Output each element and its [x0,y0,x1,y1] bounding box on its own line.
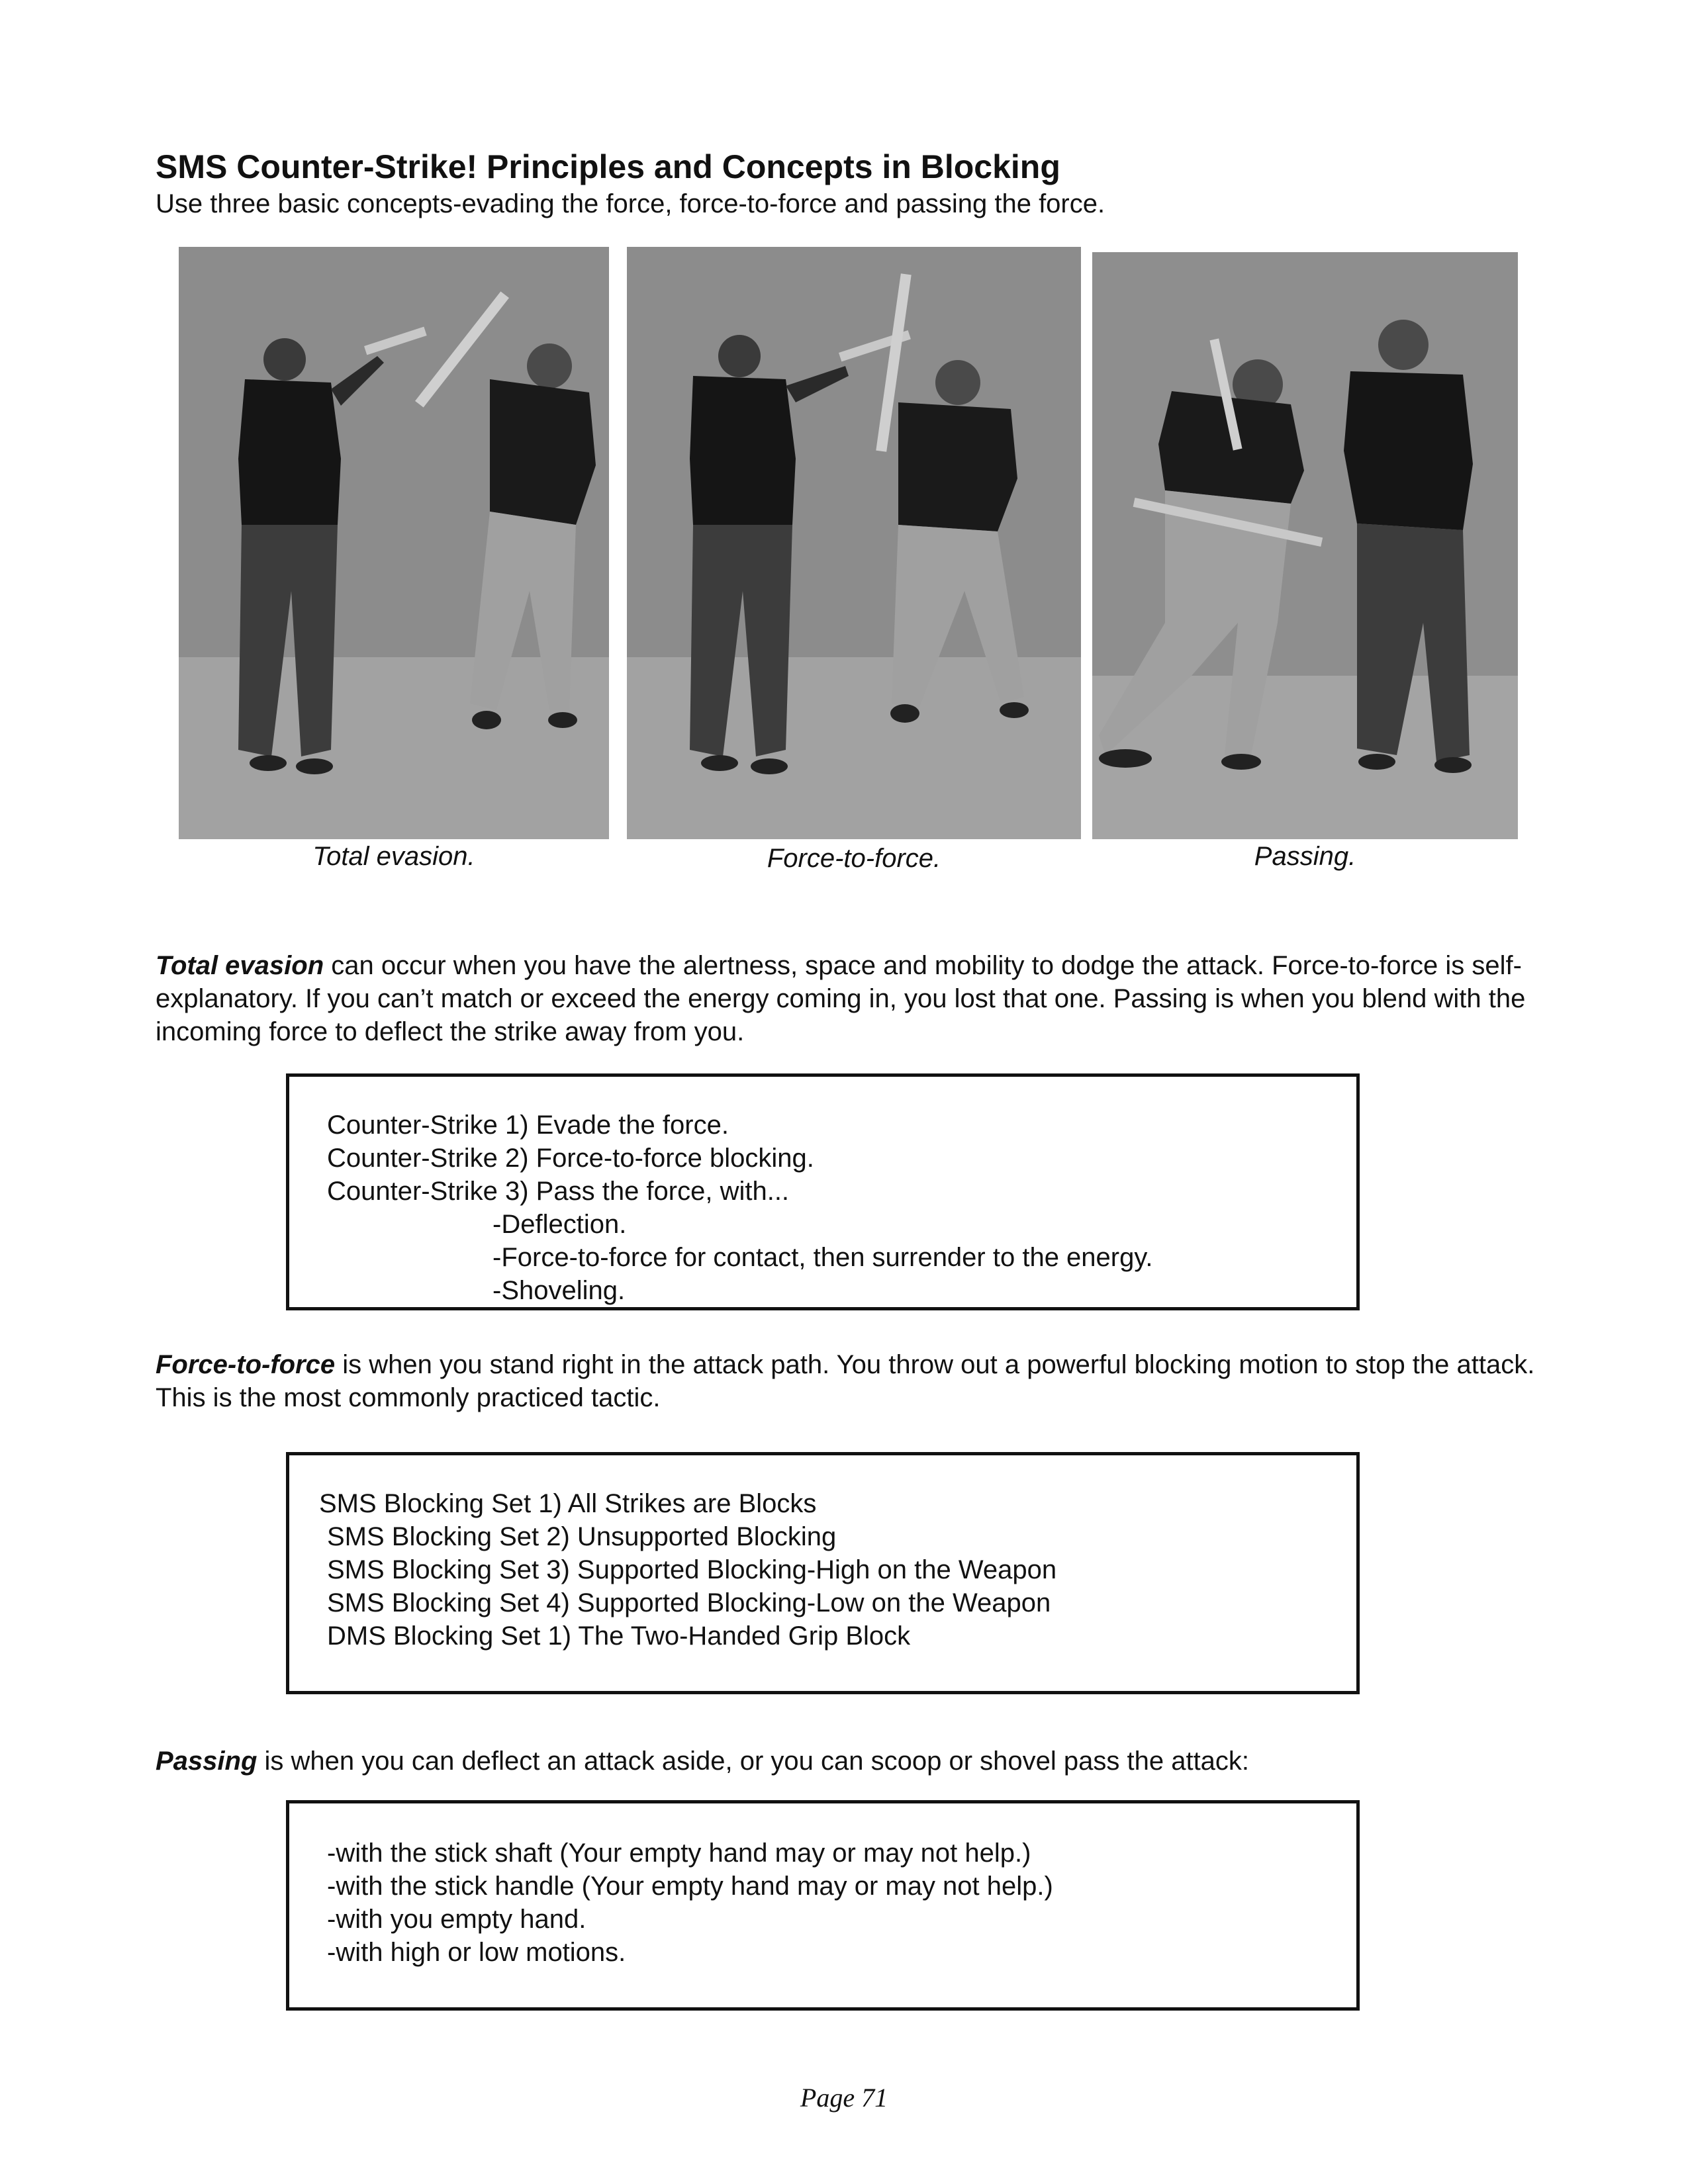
caption-passing: Passing. [1254,842,1356,871]
paragraph-text: is when you can deflect an attack aside, or you can scoop or shovel pass the attack: [257,1747,1250,1776]
photo-passing [1092,252,1518,839]
list-item: -with the stick shaft (Your empty hand may or may not help.) [327,1839,1031,1868]
photo-force-to-force [627,247,1081,839]
page-title: SMS Counter-Strike! Principles and Concepts in Blocking [156,148,1060,185]
list-item: -Deflection. [492,1210,627,1239]
paragraph-passing [156,1745,1539,1778]
caption-force-to-force: Force-to-force. [767,844,941,873]
paragraph-text: can occur when you have the alertness, space and mobility to dodge the attack. Force-to-force is self-explanatory. If you can’t match or exceed the energy coming in, you lost that one. Passing is when you blend with the incoming force to deflect the strike away from you. [156,951,1526,1046]
list-item: -Force-to-force for contact, then surrender to the energy. [492,1243,1153,1272]
list-item: SMS Blocking Set 3) Supported Blocking-High on the Weapon [327,1555,1057,1584]
list-item: SMS Blocking Set 1) All Strikes are Blocks [319,1489,817,1518]
list-item: SMS Blocking Set 2) Unsupported Blocking [327,1522,837,1551]
list-item: DMS Blocking Set 1) The Two-Handed Grip Block [327,1621,911,1651]
page-subtitle: Use three basic concepts-evading the force, force-to-force and passing the force. [156,189,1105,218]
list-item: Counter-Strike 2) Force-to-force blocking. [327,1144,814,1173]
list-item: Counter-Strike 3) Pass the force, with... [327,1177,790,1206]
term-force-to-force: Force-to-force [156,1350,336,1379]
list-item: -with the stick handle (Your empty hand may or may not help.) [327,1872,1053,1901]
term-passing: Passing [156,1747,258,1776]
paragraph-text: is when you stand right in the attack path. You throw out a powerful blocking motion to stop the attack. This is the most commonly practiced tactic. [156,1350,1535,1412]
caption-total-evasion: Total evasion. [312,842,475,871]
paragraph-force-to-force [156,1348,1539,1414]
counter-strike-box [286,1073,1360,1310]
list-item: -with high or low motions. [327,1938,626,1967]
list-item: Counter-Strike 1) Evade the force. [327,1111,729,1140]
page-number: Page 71 [800,2083,888,2113]
list-item: -Shoveling. [492,1276,626,1305]
paragraph-total-evasion [156,949,1539,1048]
passing-methods-box [286,1800,1360,2011]
term-total-evasion: Total evasion [156,951,324,980]
blocking-sets-box [286,1452,1360,1694]
list-item: SMS Blocking Set 4) Supported Blocking-Low on the Weapon [327,1588,1051,1617]
photo-total-evasion [179,247,609,839]
list-item: -with you empty hand. [327,1905,586,1934]
